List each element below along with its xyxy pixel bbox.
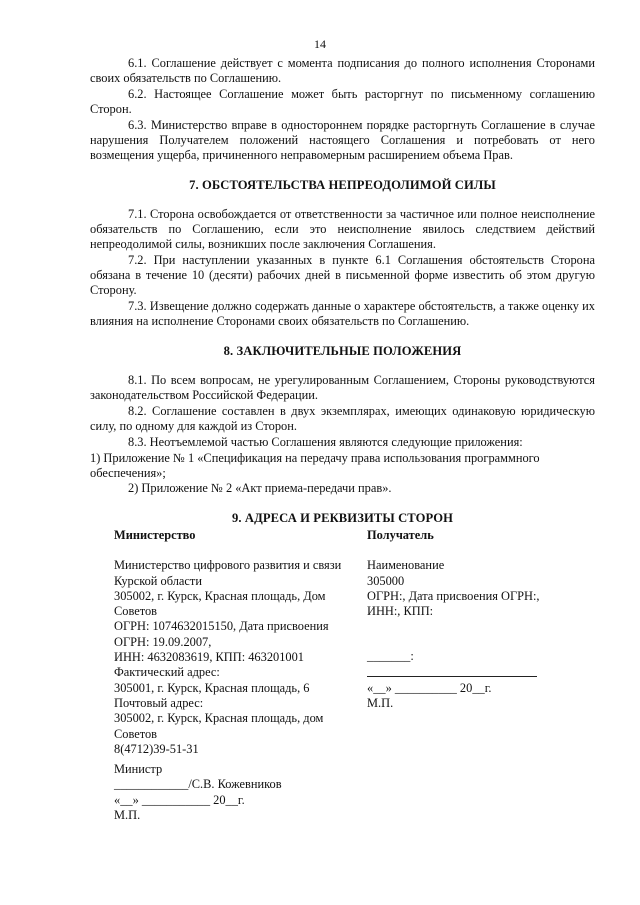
section-9-title: 9. АДРЕСА И РЕКВИЗИТЫ СТОРОН	[231, 511, 453, 525]
recipient-column	[367, 528, 567, 711]
document-body	[90, 56, 595, 540]
spacer	[367, 619, 567, 649]
clause-8-3: 8.3. Неотъемлемой частью Соглашения являются следующие приложения:	[128, 435, 523, 449]
page-number: 14	[314, 37, 326, 51]
ministry-line: Фактический адрес:	[114, 665, 220, 680]
clause-7-2: 7.2. При наступлении указанных в пункте 6.1 Соглашения обстоятельств Сторона обязана в течение 10 (десяти) рабочих дней в письменной форме известить об этом другую Сторону.	[90, 253, 595, 297]
section-8-title: 8. ЗАКЛЮЧИТЕЛЬНЫЕ ПОЛОЖЕНИЯ	[223, 344, 462, 358]
ministry-line: 8(4712)39-51-31	[114, 741, 199, 756]
section-7-title: 7. ОБСТОЯТЕЛЬСТВА НЕПРЕОДОЛИМОЙ СИЛЫ	[189, 178, 496, 192]
clause-7-1: 7.1. Сторона освобождается от ответственности за частичное или полное неисполнение обязательств по Соглашению, если это неисполнение явилось следствием действий непреодолимой силы, возникших после заключения Соглашения.	[90, 207, 595, 251]
ministry-line: 305002, г. Курск, Красная площадь, Дом	[114, 588, 326, 603]
recipient-line: ОГРН:, Дата присвоения ОГРН:,	[367, 588, 540, 603]
recipient-stamp: М.П.	[367, 696, 394, 711]
ministry-line: Советов	[114, 604, 158, 619]
ministry-header: Министерство	[114, 528, 196, 542]
ministry-line: Министерство цифрового развития и связи	[114, 558, 342, 573]
recipient-header: Получатель	[367, 528, 434, 542]
recipient-signature-line: _______:	[367, 649, 414, 664]
clause-6-2: 6.2. Настоящее Соглашение может быть расторгнут по письменному соглашению Сторон.	[90, 87, 595, 116]
recipient-line: ИНН:, КПП:	[367, 604, 434, 619]
ministry-line: Почтовый адрес:	[114, 695, 204, 710]
minister-stamp: М.П.	[114, 807, 141, 822]
clause-8-1: 8.1. По всем вопросам, не урегулированным Соглашением, Стороны руководствуются законодательством Российской Федерации.	[90, 373, 595, 402]
minister-date-line: «__» ___________ 20__г.	[114, 792, 245, 807]
ministry-line: ОГРН: 19.09.2007,	[114, 634, 212, 649]
ministry-line: 305001, г. Курск, Красная площадь, 6	[114, 680, 310, 695]
ministry-line: 305002, г. Курск, Красная площадь, дом	[114, 711, 324, 726]
ministry-line: ИНН: 4632083619, КПП: 463201001	[114, 650, 304, 665]
ministry-line: ОГРН: 1074632015150, Дата присвоения	[114, 619, 329, 634]
appendix-2: 2) Приложение № 2 «Акт приема-передачи прав».	[128, 481, 392, 495]
clause-7-3: 7.3. Извещение должно содержать данные о характере обстоятельств, а также оценку их влияния на исполнение Сторонами своих обязательств по Соглашению.	[90, 299, 595, 328]
recipient-line: Наименование	[367, 558, 445, 573]
ministry-line: Курской области	[114, 573, 202, 588]
clause-8-2: 8.2. Соглашение составлен в двух экземплярах, имеющих одинаковую юридическую силу, по одному для каждой из Сторон.	[90, 404, 595, 433]
recipient-signature-rule	[367, 665, 537, 677]
recipient-date-line: «__» __________ 20__г.	[367, 680, 492, 695]
minister-signature: ____________/С.В. Кожевников	[114, 777, 282, 792]
minister-title: Министр	[114, 762, 163, 776]
clause-6-1: 6.1. Соглашение действует с момента подписания до полного исполнения Сторонами своих обязательств по Соглашению.	[90, 56, 595, 85]
clause-6-3: 6.3. Министерство вправе в одностороннем порядке расторгнуть Соглашение в случае нарушения Получателем положений настоящего Соглашения и потребовать от него возмещения ущерба, причиненного неправомерным расширением объема Прав.	[90, 118, 595, 162]
recipient-line: 305000	[367, 573, 405, 588]
ministry-line: Советов	[114, 726, 158, 741]
ministry-column	[114, 528, 344, 757]
minister-signature-block	[114, 762, 374, 823]
appendix-1: 1) Приложение № 1 «Спецификация на передачу права использования программного обеспечения»;	[90, 451, 540, 480]
